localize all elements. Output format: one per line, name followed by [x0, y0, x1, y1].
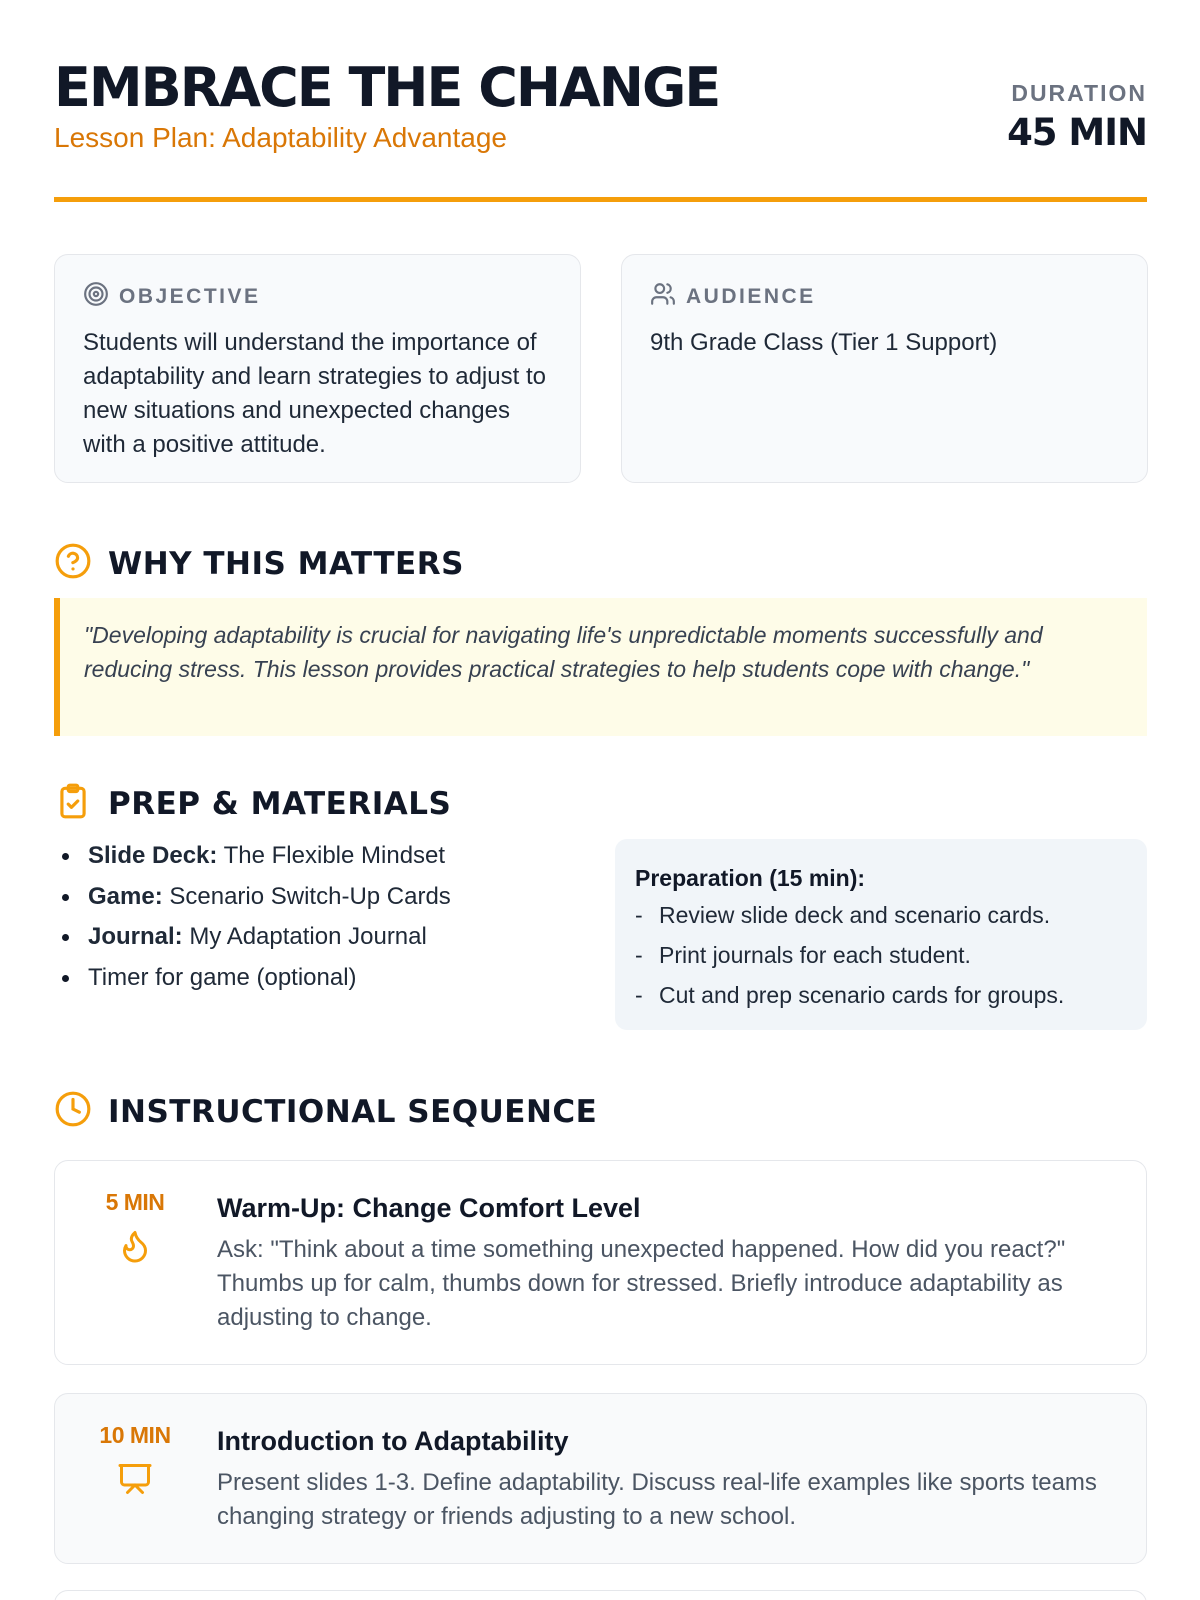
duration-label: DURATION	[1011, 80, 1147, 106]
step-title: Introduction to Adaptability	[217, 1426, 569, 1456]
presentation-icon	[55, 1461, 215, 1502]
step-text: Present slides 1-3. Define adaptability. Discuss real-life examples like sports teams changing strategy or friends adjusting to a new school.	[217, 1469, 1097, 1530]
prep-section-heading	[54, 782, 451, 825]
list-item: - Review slide deck and scenario cards.	[635, 902, 1051, 928]
page-subtitle: Lesson Plan: Adaptability Advantage	[54, 122, 508, 153]
list-item: - Print journals for each student.	[635, 942, 971, 968]
prep-section-title: PREP & MATERIALS	[108, 785, 452, 822]
why-quote: "Developing adaptability is crucial for navigating life's unpredictable moments successfully and reducing stress. This lesson provides practical strategies to help students cope with change."	[54, 598, 1147, 736]
audience-label: AUDIENCE	[686, 284, 816, 308]
step-title: Warm-Up: Change Comfort Level	[217, 1193, 641, 1223]
list-item: Journal: My Adaptation Journal	[60, 917, 600, 958]
help-circle-icon	[54, 542, 92, 585]
list-item: - Cut and prep scenario cards for groups.	[635, 982, 1065, 1008]
list-item: Game: Scenario Switch-Up Cards	[60, 877, 600, 918]
list-item: Timer for game (optional)	[60, 958, 600, 999]
materials-list	[60, 836, 600, 998]
list-item: Slide Deck: The Flexible Mindset	[60, 836, 600, 877]
step-time: 5 MIN	[105, 1189, 165, 1215]
why-section-heading	[54, 542, 464, 585]
page-title: EMBRACE THE CHANGE	[54, 56, 720, 119]
audience-card	[621, 254, 1148, 483]
users-icon	[650, 281, 676, 312]
sequence-step	[54, 1590, 1147, 1600]
duration-block	[1007, 80, 1147, 154]
step-time: 10 MIN	[99, 1422, 171, 1448]
sequence-section-title: INSTRUCTIONAL SEQUENCE	[108, 1093, 598, 1130]
page-header	[54, 56, 1147, 202]
preparation-title: Preparation (15 min):	[635, 865, 866, 891]
clock-icon	[54, 1090, 92, 1133]
sequence-section-heading	[54, 1090, 597, 1133]
sequence-step	[54, 1160, 1147, 1365]
objective-text: Students will understand the importance of adaptability and learn strategies to adjust to new situations and unexpected changes with a positive attitude.	[83, 329, 546, 458]
duration-value: 45 MIN	[1007, 111, 1147, 154]
preparation-box	[615, 839, 1147, 1030]
target-icon	[83, 281, 109, 312]
sequence-step	[54, 1393, 1147, 1564]
audience-text: 9th Grade Class (Tier 1 Support)	[650, 329, 998, 356]
objective-card	[54, 254, 581, 483]
clipboard-check-icon	[54, 782, 92, 825]
step-text: Ask: "Think about a time something unexpected happened. How did you react?" Thumbs up for calm, thumbs down for stressed. Briefly introduce adaptability as adjusting to change.	[217, 1236, 1066, 1331]
flame-icon	[55, 1228, 215, 1269]
why-section-title: WHY THIS MATTERS	[108, 545, 464, 582]
objective-label: OBJECTIVE	[119, 284, 261, 308]
